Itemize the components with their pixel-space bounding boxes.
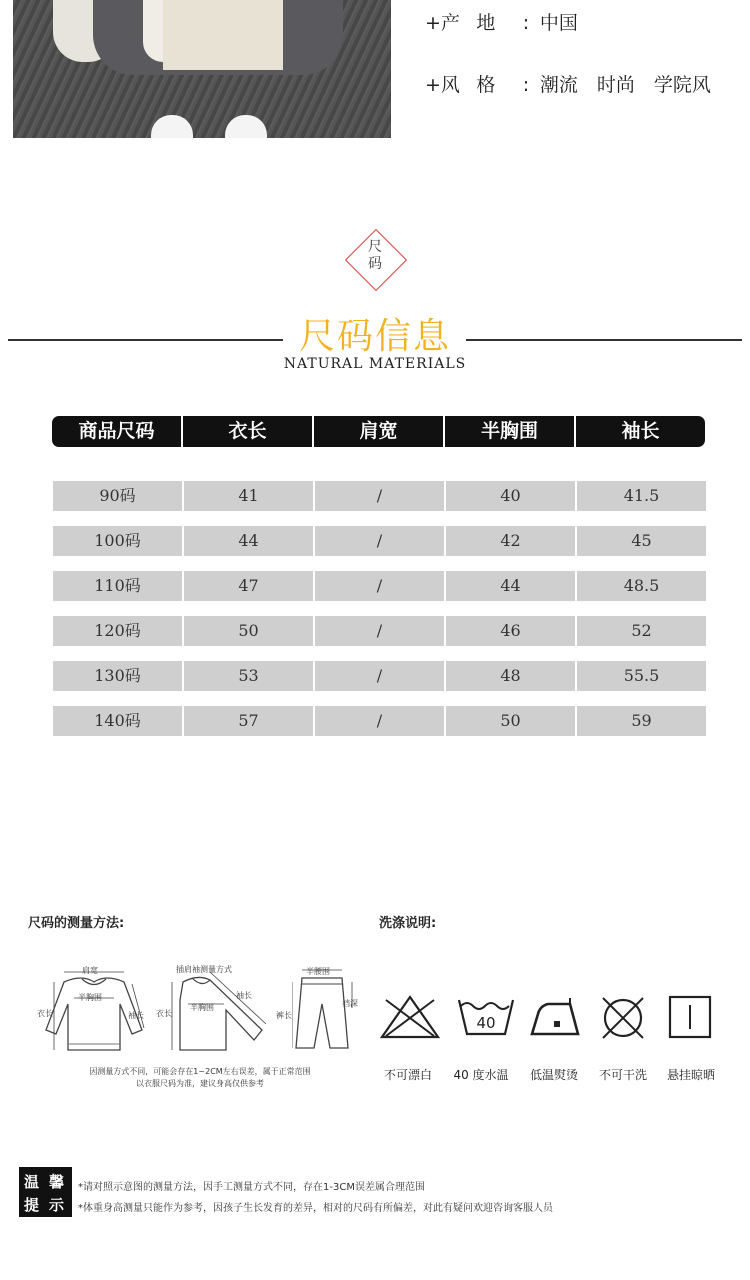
tip-line-2: *体重身高测量只能作为参考，因孩子生长发育的差异，相对的尺码有所偏差，对此有疑问欢迎咨询客服人员 [78,1203,553,1214]
table-cell: 48 [446,661,575,691]
product-photo [13,0,391,138]
line-dry-icon [668,995,712,1039]
label-length: 衣长 [37,1009,53,1018]
table-cell: 120码 [53,616,182,646]
table-cell: / [315,661,444,691]
care-label-low-iron: 低温熨烫 [529,1068,578,1082]
table-cell: 40 [446,481,575,511]
header-shoulder: 肩宽 [359,420,398,442]
care-label-wash-40: 40 度水温 [453,1068,509,1082]
measure-note-1: 因测量方式不同，可能会存在1~2CM左右误差，属于正常范围 [89,1067,311,1076]
table-cell: / [315,571,444,601]
tips-badge: 温 馨 提 示 [19,1167,72,1217]
header-length: 衣长 [228,420,267,442]
label-raglan-length: 衣长 [156,1009,172,1018]
label-sleeve: 袖长 [128,1011,144,1020]
table-cell: / [315,616,444,646]
table-cell: 100码 [53,526,182,556]
label-raglan-chest: 半胸围 [190,1003,214,1012]
care-label-line-dry: 悬挂晾晒 [666,1068,715,1082]
care-label-no-dry-clean: 不可干洗 [598,1068,647,1082]
no-dry-clean-icon [598,994,648,1042]
measure-heading: 尺码的测量方法: [28,916,125,931]
table-cell: 48.5 [577,571,706,601]
table-cell: 130码 [53,661,182,691]
section-subtitle: NATURAL MATERIALS [283,356,467,372]
table-cell: / [315,526,444,556]
table-cell: 90码 [53,481,182,511]
label-shoulder: 肩宽 [82,966,98,975]
table-cell: 42 [446,526,575,556]
attr-style: +风 格 : 潮流 时尚 学院风 [425,74,711,96]
label-raglan-sleeve: 袖长 [236,991,252,1000]
table-cell: 46 [446,616,575,646]
table-cell: 53 [184,661,313,691]
svg-text:40: 40 [476,1014,496,1032]
measure-note-2: 以衣服尺码为准，建议身高仅供参考 [136,1079,264,1088]
low-iron-icon [526,994,586,1040]
table-cell: 44 [446,571,575,601]
table-cell: 52 [577,616,706,646]
table-cell: 44 [184,526,313,556]
care-label-no-bleach: 不可漂白 [383,1068,432,1082]
section-title: 尺码信息 [298,316,451,357]
attr-origin: +产 地 : 中国 [425,12,578,34]
label-chest: 半胸围 [78,993,102,1002]
table-cell: 47 [184,571,313,601]
label-pants-length: 裤长 [276,1011,292,1020]
table-cell: 41 [184,481,313,511]
table-cell: 140码 [53,706,182,736]
table-cell: 110码 [53,571,182,601]
label-rise: 裆深 [342,999,358,1008]
table-cell: 50 [184,616,313,646]
header-chest: 半胸围 [480,420,538,442]
table-cell: 55.5 [577,661,706,691]
no-bleach-icon [378,994,442,1040]
wash-40-icon [455,994,517,1040]
table-cell: 57 [184,706,313,736]
table-cell: 45 [577,526,706,556]
table-cell: / [315,481,444,511]
care-heading: 洗涤说明: [379,916,437,931]
table-cell: 59 [577,706,706,736]
table-cell: 41.5 [577,481,706,511]
size-table-header [52,416,705,447]
raglan-diagram [158,960,278,1060]
size-badge-text: 尺 码 [368,239,382,272]
tip-line-1: *请对照示意图的测量方法，因手工测量方式不同，存在1-3CM误差属合理范围 [78,1182,425,1193]
header-sleeve: 袖长 [621,420,660,442]
label-waist: 半腰围 [306,967,330,976]
header-size: 商品尺码 [78,420,155,442]
label-raglan-title: 插肩袖测量方式 [176,965,232,974]
table-cell: 50 [446,706,575,736]
table-cell: / [315,706,444,736]
